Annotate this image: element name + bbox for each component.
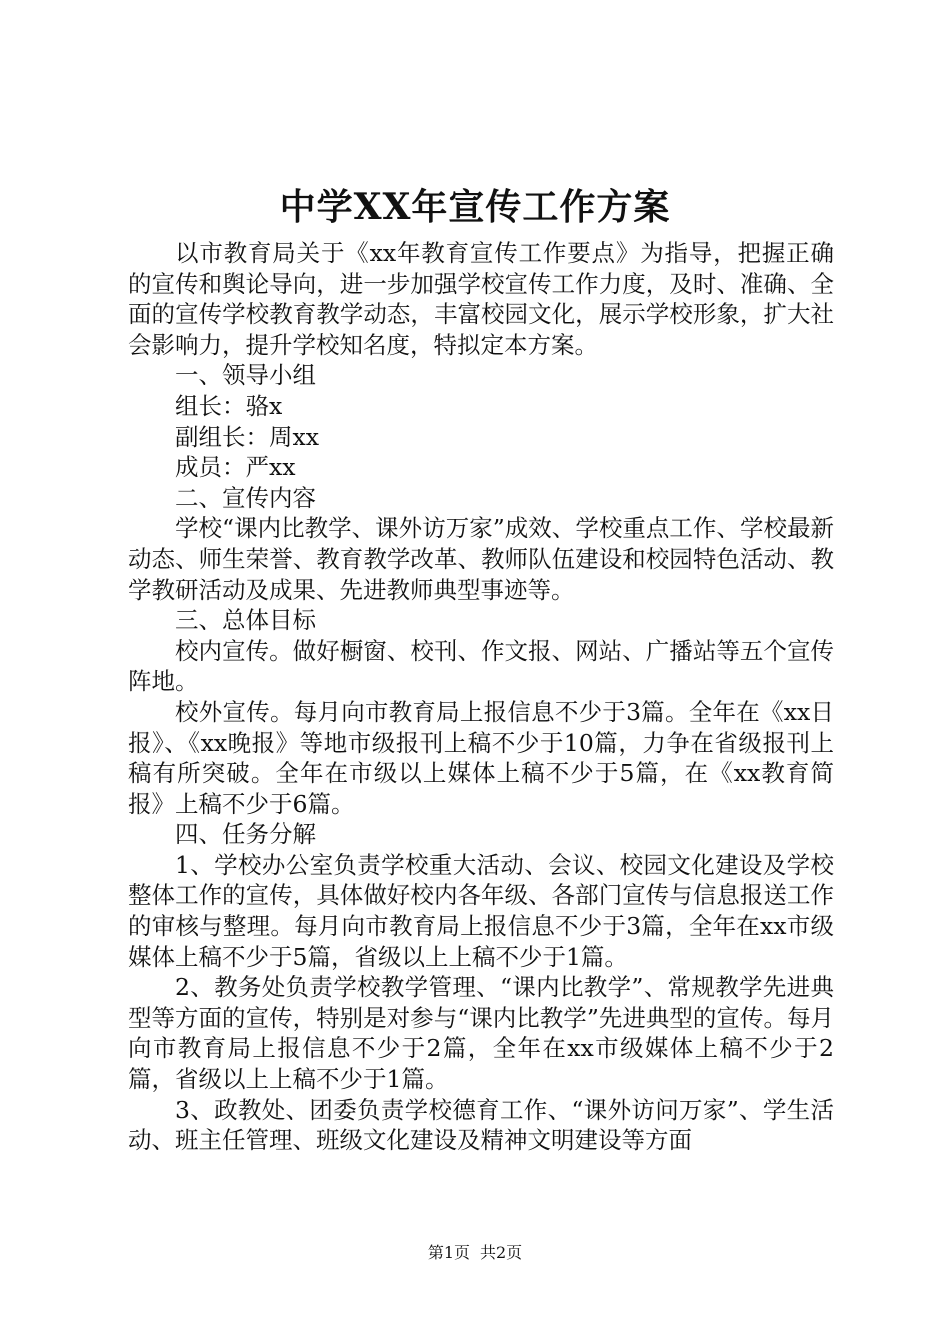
document-body <box>128 238 834 1156</box>
deputy-leader-line: 副组长：周xx <box>175 422 320 451</box>
section-heading-content: 二、宣传内容 <box>175 483 316 512</box>
document-title: 中学XX年宣传工作方案 <box>279 186 671 228</box>
page-number: 第1页 <box>427 1243 470 1262</box>
section-heading-tasks: 四、任务分解 <box>175 820 316 849</box>
task-paragraph-1: 1、学校办公室负责学校重大活动、会议、校园文化建设及学校整体工作的宣传，具体做好校内各年级、各部门宣传与信息报送工作的审核与整理。每月向市教育局上报信息不少于3篇，全年在xx市级媒体上稿不少于5篇，省级以上上稿不少于1篇。 <box>128 850 834 971</box>
intro-paragraph: 以市教育局关于《xx年教育宣传工作要点》为指导，把握正确的宣传和舆论导向，进一步加强学校宣传工作力度，及时、准确、全面的宣传学校教育教学动态，丰富校园文化，展示学校形象，扩大社会影响力，提升学校知名度，特拟定本方案。 <box>128 239 834 359</box>
content-paragraph: 学校“课内比教学、课外访万家”成效、学校重点工作、学校最新动态、师生荣誉、教育教学改革、教师队伍建设和校园特色活动、教学教研活动及成果、先进教师典型事迹等。 <box>128 514 834 604</box>
section-heading-leadership: 一、领导小组 <box>175 361 316 390</box>
task-paragraph-2: 2、教务处负责学校教学管理、“课内比教学”、常规教学先进典型等方面的宣传，特别是对参与“课内比教学”先进典型的宣传。每月向市教育局上报信息不少于2篇，全年在xx市级媒体上稿不少于2篇，省级以上上稿不少于1篇。 <box>128 973 834 1094</box>
page-total: 共2页 <box>480 1243 523 1262</box>
external-publicity-paragraph: 校外宣传。每月向市教育局上报信息不少于3篇。全年在《xx日报》、《xx晚报》等地市级报刊上稿不少于10篇，力争在省级报刊上稿有所突破。全年在市级以上媒体上稿不少于5篇，在《xx教育简报》上稿不少于6篇。 <box>128 697 834 818</box>
leader-line: 组长：骆x <box>175 391 283 420</box>
page-footer <box>0 1240 950 1263</box>
task-paragraph-3: 3、政教处、团委负责学校德育工作、“课外访问万家”、学生活动、班主任管理、班级文化建设及精神文明建设等方面 <box>128 1095 834 1155</box>
section-heading-goals: 三、总体目标 <box>175 606 316 635</box>
internal-publicity-paragraph: 校内宣传。做好橱窗、校刊、作文报、网站、广播站等五个宣传阵地。 <box>128 636 834 696</box>
members-line: 成员：严xx <box>175 453 296 482</box>
